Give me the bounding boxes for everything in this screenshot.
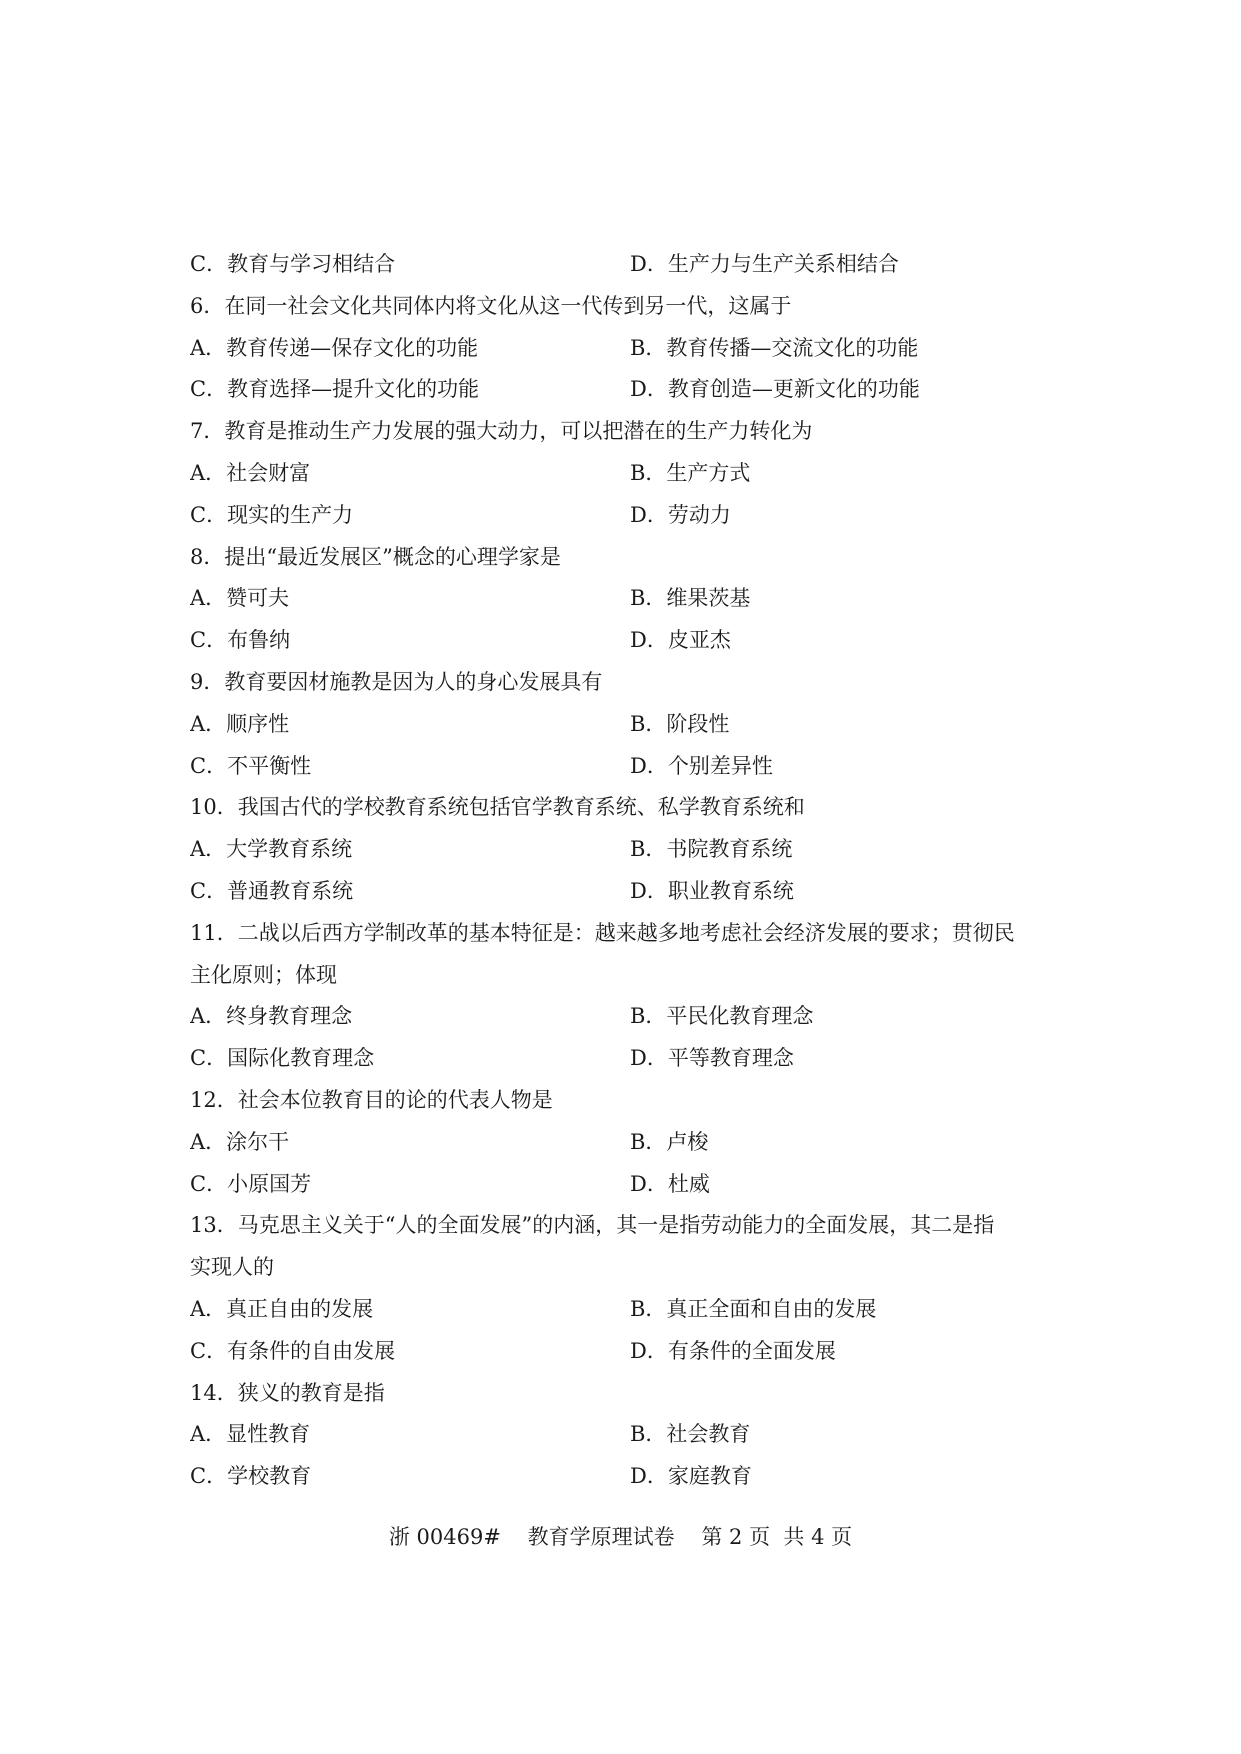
option-row: [190, 871, 1070, 913]
option-c: C．现实的生产力: [190, 502, 354, 527]
option-row: [190, 1122, 1070, 1164]
question-stem: 7．教育是推动生产力发展的强大动力，可以把潜在的生产力转化为: [190, 419, 813, 444]
question-item: [190, 662, 1070, 787]
option-b: B．卢梭: [630, 1129, 709, 1154]
option-b: B．真正全面和自由的发展: [630, 1296, 877, 1321]
option-row: [190, 578, 1070, 620]
option-c: C．教育选择—提升文化的功能: [190, 377, 480, 402]
option-d: D．生产力与生产关系相结合: [630, 252, 899, 276]
question-stem: 8．提出“最近发展区”概念的心理学家是: [190, 544, 561, 569]
option-row: [190, 1164, 1070, 1206]
option-a: A．显性教育: [190, 1422, 311, 1447]
option-d: D．有条件的全面发展: [630, 1338, 836, 1363]
question-item: [190, 537, 1070, 662]
option-b: B．生产方式: [630, 460, 751, 485]
option-b: B．教育传播—交流文化的功能: [630, 335, 919, 360]
option-row: [190, 746, 1070, 788]
option-row: [190, 1414, 1070, 1456]
option-b: B．书院教育系统: [630, 837, 793, 862]
question-item: [190, 286, 1070, 411]
question-item: [190, 411, 1070, 536]
question-list: [190, 286, 1070, 1498]
question-stem: 11．二战以后西方学制改革的基本特征是：越来越多地考虑社会经济发展的要求；贯彻民: [190, 920, 1015, 945]
question-item: [190, 787, 1070, 912]
option-row: [190, 1289, 1070, 1331]
option-row: [190, 244, 1070, 286]
option-row: [190, 704, 1070, 746]
option-c: C．小原国芳: [190, 1171, 312, 1196]
option-b: B．平民化教育理念: [630, 1004, 814, 1029]
question-item: [190, 913, 1070, 1080]
option-row: [190, 1331, 1070, 1373]
option-d: D．皮亚杰: [630, 628, 731, 653]
option-d: D．职业教育系统: [630, 878, 794, 903]
option-d: D．平等教育理念: [630, 1046, 794, 1071]
option-a: A．真正自由的发展: [190, 1296, 374, 1321]
option-a: A．赞可夫: [190, 586, 290, 611]
question-stem: 实现人的: [190, 1255, 274, 1280]
option-row: [190, 369, 1070, 411]
page-footer: 浙 00469# 教育学原理试卷 第 2 页 共 4 页: [388, 1525, 853, 1549]
option-a: A．顺序性: [190, 711, 290, 736]
option-row: [190, 453, 1070, 495]
option-c: C．国际化教育理念: [190, 1046, 375, 1071]
question-stem: 10．我国古代的学校教育系统包括官学教育系统、私学教育系统和: [190, 795, 805, 820]
option-c: C．学校教育: [190, 1464, 312, 1489]
option-row: [190, 1456, 1070, 1498]
option-b: B．维果茨基: [630, 586, 751, 611]
option-row: [190, 829, 1070, 871]
question-stem: 9．教育要因材施教是因为人的身心发展具有: [190, 669, 603, 694]
option-c: C．不平衡性: [190, 753, 312, 778]
option-row: [190, 495, 1070, 537]
option-a: A．社会财富: [190, 460, 311, 485]
question-stem: 12．社会本位教育目的论的代表人物是: [190, 1087, 553, 1112]
option-d: D．家庭教育: [630, 1464, 752, 1489]
option-a: A．涂尔干: [190, 1129, 290, 1154]
question-stem: 6．在同一社会文化共同体内将文化从这一代传到另一代，这属于: [190, 293, 792, 318]
option-c: C．布鲁纳: [190, 628, 291, 653]
option-b: B．社会教育: [630, 1422, 751, 1447]
option-d: D．杜威: [630, 1171, 710, 1196]
option-a: A．终身教育理念: [190, 1004, 353, 1029]
option-row: [190, 1038, 1070, 1080]
option-d: D．劳动力: [630, 502, 731, 527]
option-row: [190, 996, 1070, 1038]
option-a: A．教育传递—保存文化的功能: [190, 335, 479, 360]
option-c: C．教育与学习相结合: [190, 252, 396, 276]
question-stem: 13．马克思主义关于“人的全面发展”的内涵，其一是指劳动能力的全面发展，其二是指: [190, 1213, 995, 1238]
option-row: [190, 620, 1070, 662]
option-c: C．普通教育系统: [190, 878, 354, 903]
question-stem: 主化原则；体现: [190, 962, 337, 987]
question-item: [190, 1373, 1070, 1498]
option-row: [190, 328, 1070, 370]
option-a: A．大学教育系统: [190, 837, 353, 862]
option-b: B．阶段性: [630, 711, 730, 736]
option-c: C．有条件的自由发展: [190, 1338, 396, 1363]
question-item: [190, 1080, 1070, 1205]
option-d: D．个别差异性: [630, 753, 773, 778]
exam-page-body: [190, 244, 1070, 1498]
question-stem: 14．狭义的教育是指: [190, 1380, 385, 1405]
option-d: D．教育创造—更新文化的功能: [630, 377, 920, 402]
question-item: [190, 1205, 1070, 1372]
